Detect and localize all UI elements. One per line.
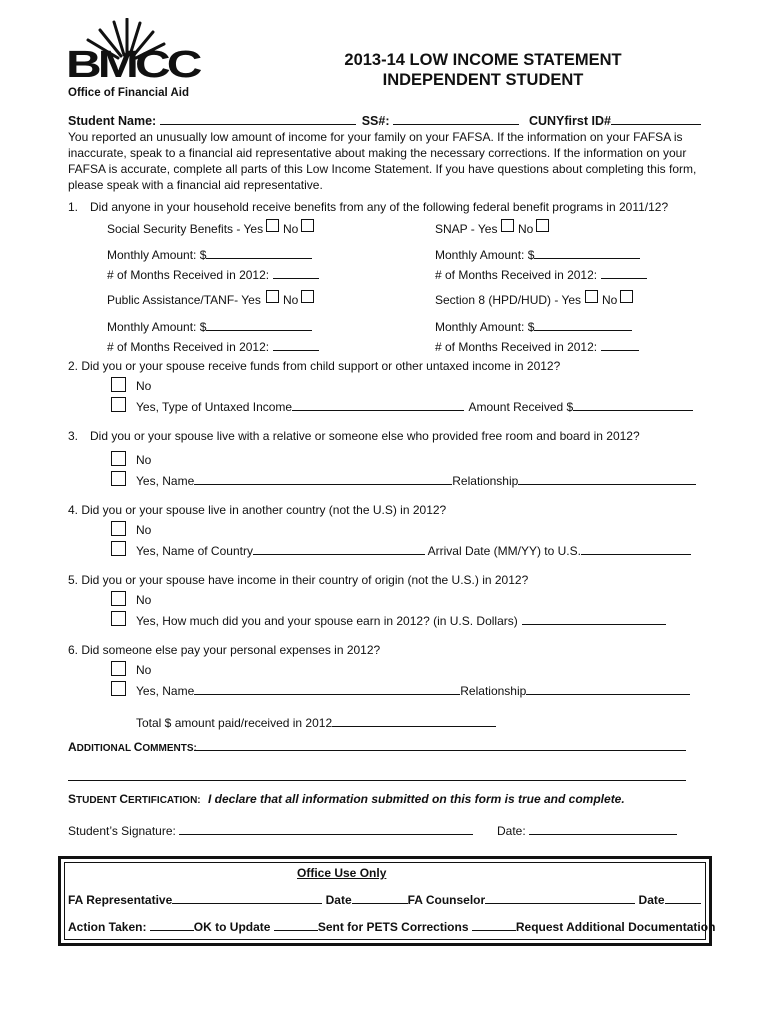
q3-number: 3.: [68, 429, 79, 443]
student-info-line: [68, 113, 701, 128]
office-name: Office of Financial Aid: [68, 87, 189, 99]
snap-yes-checkbox[interactable]: [501, 219, 514, 232]
bmcc-logo: [66, 18, 202, 88]
logo-wordmark: BMCC: [66, 44, 199, 86]
additional-comments-label: ADDITIONAL COMMENTS:: [68, 740, 197, 754]
comments-field-1[interactable]: [194, 750, 686, 751]
ssb-yes-checkbox[interactable]: [266, 219, 279, 232]
snap-months: # of Months Received in 2012:: [435, 267, 647, 282]
s8-months: # of Months Received in 2012:: [435, 339, 639, 354]
pa-no-checkbox[interactable]: [301, 290, 314, 303]
student-name-field[interactable]: [160, 113, 356, 125]
office-use-title: Office Use Only: [297, 866, 387, 880]
q5-yes-checkbox[interactable]: [111, 611, 126, 626]
q2-no-label: No: [136, 379, 152, 393]
q2-yes-checkbox[interactable]: [111, 397, 126, 412]
q4-no-checkbox[interactable]: [111, 521, 126, 536]
q3-text: Did you or your spouse live with a relative or someone else who provided free room and board in 2012?: [90, 429, 640, 443]
signature-line: Student’s Signature:: [68, 823, 473, 838]
s8-monthly: Monthly Amount: $: [435, 319, 632, 334]
pa-months: # of Months Received in 2012:: [107, 339, 319, 354]
s8-no-checkbox[interactable]: [620, 290, 633, 303]
pa-yes-checkbox[interactable]: [266, 290, 279, 303]
q5-yes-line: Yes, How much did you and your spouse earn in 2012? (in U.S. Dollars): [136, 613, 666, 628]
q2-text: 2. Did you or your spouse receive funds from child support or other untaxed income in 2012?: [68, 359, 561, 373]
q3-yes-line: Yes, Name Relationship: [136, 473, 696, 488]
q5-no-checkbox[interactable]: [111, 591, 126, 606]
cuny-id-label: CUNYfirst ID#: [528, 114, 611, 128]
ss-field[interactable]: [393, 113, 519, 125]
pa-label: Public Assistance/TANF- Yes: [107, 293, 261, 307]
q6-no-label: No: [136, 663, 152, 677]
q4-no-label: No: [136, 523, 152, 537]
q1-number: 1.: [68, 200, 79, 214]
q6-yes-checkbox[interactable]: [111, 681, 126, 696]
snap-no-label: No: [518, 222, 534, 236]
snap-no-checkbox[interactable]: [536, 219, 549, 232]
ssb-no-label: No: [283, 222, 299, 236]
q6-no-checkbox[interactable]: [111, 661, 126, 676]
ss-label: SS#:: [361, 114, 390, 128]
q5-no-label: No: [136, 593, 152, 607]
q6-yes-line: Yes, Name Relationship: [136, 683, 690, 698]
q2-yes-line: Yes, Type of Untaxed Income Amount Received $: [136, 399, 693, 414]
snap-label: SNAP - Yes: [435, 222, 498, 236]
date-field[interactable]: [529, 823, 677, 835]
q6-total-line: Total $ amount paid/received in 2012: [136, 715, 496, 730]
q2-no-checkbox[interactable]: [111, 377, 126, 392]
q3-no-label: No: [136, 453, 152, 467]
snap-monthly: Monthly Amount: $: [435, 247, 640, 262]
s8-no-label: No: [602, 293, 618, 307]
comments-field-2[interactable]: [68, 780, 686, 781]
page-title: 2013-14 LOW INCOME STATEMENT INDEPENDENT STUDENT: [344, 51, 622, 89]
pa-no-label: No: [283, 293, 299, 307]
q4-yes-checkbox[interactable]: [111, 541, 126, 556]
certification-statement: I declare that all information submitted on this form is true and complete.: [207, 792, 625, 806]
q6-text: 6. Did someone else pay your personal expenses in 2012?: [68, 643, 381, 657]
s8-yes-checkbox[interactable]: [585, 290, 598, 303]
q1-text: Did anyone in your household receive benefits from any of the following federal benefit programs in 2011/12?: [90, 200, 669, 214]
ssb-monthly: Monthly Amount: $: [107, 247, 312, 262]
s8-label: Section 8 (HPD/HUD) - Yes: [435, 293, 582, 307]
signature-field[interactable]: [179, 823, 473, 835]
student-name-label: Student Name:: [68, 114, 157, 128]
intro-paragraph: You reported an unusually low amount of income for your family on your FAFSA. If the information on your FAFSA is inaccurate, speak to a financial aid representative about making the necessary corrections. If the information on your FAFSA is accurate, complete all parts of this Low Income Statement. If you have questions about completing this form, please speak with a financial aid representative.: [68, 130, 697, 192]
q3-yes-checkbox[interactable]: [111, 471, 126, 486]
office-use-row2: Action Taken: OK to Update Sent for PETS Corrections Request Additional Documentation: [68, 920, 716, 934]
q4-yes-line: Yes, Name of Country Arrival Date (MM/YY) to U.S.: [136, 543, 691, 558]
date-line: Date:: [497, 823, 677, 838]
q4-text: 4. Did you or your spouse live in another country (not the U.S) in 2012?: [68, 503, 447, 517]
cuny-id-field[interactable]: [611, 113, 701, 125]
ssb-months: # of Months Received in 2012:: [107, 267, 319, 282]
office-use-row1: FA Representative Date FA Counselor Date: [68, 892, 701, 907]
ssb-label: Social Security Benefits - Yes: [107, 222, 264, 236]
certification-line: STUDENT CERTIFICATION: I declare that all information submitted on this form is true and complete.: [68, 792, 625, 806]
q3-no-checkbox[interactable]: [111, 451, 126, 466]
q5-text: 5. Did you or your spouse have income in their country of origin (not the U.S.) in 2012?: [68, 573, 529, 587]
pa-monthly: Monthly Amount: $: [107, 319, 312, 334]
ssb-no-checkbox[interactable]: [301, 219, 314, 232]
